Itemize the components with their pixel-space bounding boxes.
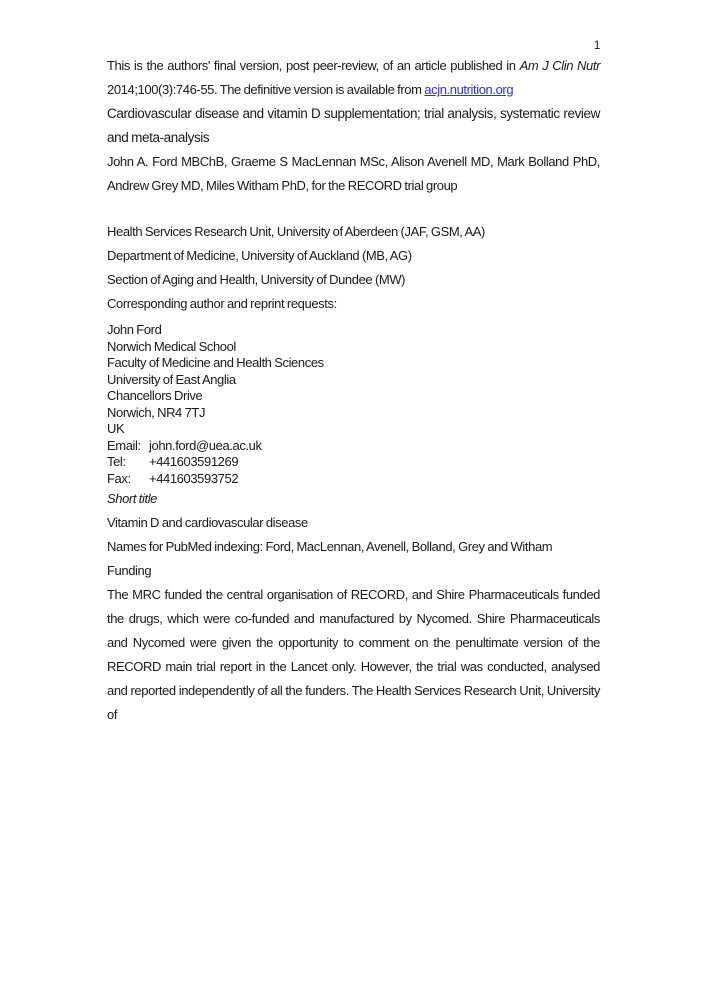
- contact-row: [107, 471, 600, 488]
- contact-label-email: Email:: [107, 437, 141, 453]
- contact-row: [107, 454, 600, 471]
- article-title: Cardiovascular disease and vitamin D supplementation; trial analysis, systematic review and meta-analysis: [107, 106, 600, 145]
- address-line: Chancellors Drive: [107, 388, 203, 403]
- contact-label-tel: Tel:: [107, 454, 126, 469]
- journal-name: Am J Clin Nutr: [519, 58, 600, 73]
- contact-label-fax: Fax:: [107, 470, 131, 486]
- authors-line: John A. Ford MBChB, Graeme S MacLennan MSc, Alison Avenell MD, Mark Bolland PhD, Andrew Grey MD, Miles Witham PhD, for the RECORD trial group: [107, 154, 600, 193]
- affiliation-line: Department of Medicine, University of Auckland (MB, AG): [107, 248, 412, 263]
- short-title-label: Short title: [107, 491, 158, 506]
- publication-note-prefix: This is the authors' final version, post peer-review, of an article published in: [107, 58, 520, 73]
- address-line: UK: [107, 421, 125, 436]
- contact-value-email: john.ford@uea.ac.uk: [149, 437, 262, 453]
- funding-heading: Funding: [107, 563, 152, 578]
- address-line: University of East Anglia: [107, 371, 236, 387]
- funding-paragraph: The MRC funded the central organisation of RECORD, and Shire Pharmaceuticals funded the drugs, which were co-funded and manufactured by Nycomed. Shire Pharmaceuticals and Nycomed were given the opportunity to comment on the penultimate version of the RECORD main trial report in the Lancet only. However, the trial was conducted, analysed and reported independently of all the funders. The Health Services Research Unit, University of: [107, 587, 600, 722]
- corresponding-address: [107, 322, 600, 487]
- contact-value-tel: +441603591269: [149, 454, 239, 469]
- publication-note-citation: 2014;100(3):746-55. The definitive version is available from: [107, 82, 425, 97]
- page-number: 1: [593, 38, 600, 52]
- address-line: Norwich, NR4 7TJ: [107, 404, 206, 420]
- affiliation-line: Section of Aging and Health, University of Dundee (MW): [107, 272, 406, 287]
- pubmed-indexing-line: Names for PubMed indexing: Ford, MacLennan, Avenell, Bolland, Grey and Witham: [107, 539, 553, 554]
- contact-value-fax: +441603593752: [149, 470, 239, 486]
- short-title-value: Vitamin D and cardiovascular disease: [107, 515, 308, 530]
- corresponding-heading: Corresponding author and reprint requests:: [107, 296, 337, 311]
- contact-row: [107, 438, 600, 455]
- journal-link[interactable]: acjn.nutrition.org: [424, 82, 514, 97]
- publication-note: [107, 54, 600, 102]
- affiliation-line: Health Services Research Unit, University of Aberdeen (JAF, GSM, AA): [107, 224, 485, 239]
- address-line: Faculty of Medicine and Health Sciences: [107, 355, 324, 370]
- address-line: Norwich Medical School: [107, 338, 236, 354]
- affiliations-list: [107, 220, 600, 292]
- address-line: John Ford: [107, 322, 162, 337]
